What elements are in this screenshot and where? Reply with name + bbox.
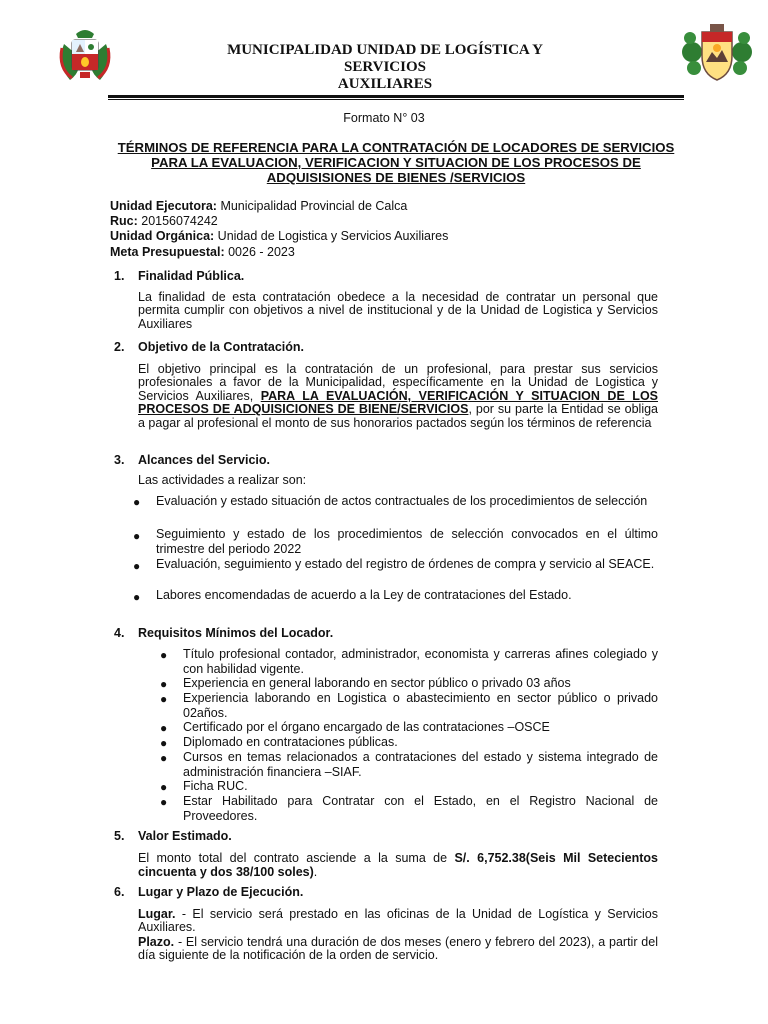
bullet-icon: ●	[133, 559, 141, 573]
header-title-line1: MUNICIPALIDAD UNIDAD DE LOGÍSTICA Y SERVICIOS	[227, 42, 543, 75]
bullet-icon: ●	[160, 721, 168, 735]
ruc-row	[110, 214, 448, 229]
section-3-item: Labores encomendadas de acuerdo a la Ley de contrataciones del Estado.	[156, 588, 572, 602]
section-3-intro: Las actividades a realizar son:	[138, 473, 307, 487]
section-4-item: Experiencia en general laborando en sector público o privado 03 años	[183, 676, 571, 690]
document-title: TÉRMINOS DE REFERENCIA PARA LA CONTRATACIÓN DE LOCADORES DE SERVICIOS PARA LA EVALUACION, VERIFICACION Y SITUACION DE LOS PROCESOS DE ADQUISISIONES DE BIENES /SERVICIOS	[117, 140, 675, 185]
lugar-text: - El servicio será prestado en las oficinas de la Unidad de Logística y Servicios Auxiliares.	[138, 907, 658, 935]
plazo-text: - El servicio tendrá una duración de dos meses (enero y febrero del 2023), a partir del día siguiente de la notificación de la orden de servicio.	[138, 935, 658, 963]
section-4-item: Estar Habilitado para Contratar con el Estado, en el Registro Nacional de Proveedores.	[183, 794, 658, 823]
bullet-icon: ●	[133, 590, 141, 604]
format-number: Formato N° 03	[343, 111, 425, 125]
meta-presupuestal-label: Meta Presupuestal:	[110, 244, 225, 259]
lugar-label: Lugar.	[138, 907, 176, 921]
section-6-number: 6.	[114, 885, 125, 899]
bullet-icon: ●	[160, 795, 168, 809]
bullet-icon: ●	[160, 780, 168, 794]
peru-coat-of-arms-logo	[54, 24, 116, 84]
section-4-item: Certificado por el órgano encargado de las contrataciones –OSCE	[183, 720, 550, 734]
section-3-item: Seguimiento y estado de los procedimientos de selección convocados en el último trimestre del periodo 2022	[156, 527, 658, 556]
meta-presupuestal-value: 0026 - 2023	[224, 244, 295, 259]
section-4-item: Experiencia laborando en Logistica o abastecimiento en sector público o privado 02años.	[183, 691, 658, 720]
unidad-ejecutora-label: Unidad Ejecutora:	[110, 199, 217, 213]
header-rule-thin	[108, 99, 684, 100]
section-3-item: Evaluación, seguimiento y estado del registro de órdenes de compra y servicio al SEACE.	[156, 557, 655, 571]
section-1-number: 1.	[114, 269, 125, 283]
section-5-text-c: .	[313, 865, 318, 879]
info-block	[110, 199, 448, 260]
section-5-text	[138, 851, 658, 879]
unidad-organica-label: Unidad Orgánica:	[110, 229, 215, 244]
section-4-number: 4.	[114, 626, 125, 640]
section-1-title: Finalidad Pública.	[138, 269, 245, 283]
section-2-text	[138, 363, 658, 430]
bullet-icon: ●	[160, 648, 168, 662]
section-3-item: Evaluación y estado situación de actos contractuales de los procedimientos de selección	[156, 494, 648, 508]
section-5-number: 5.	[114, 829, 125, 843]
meta-presupuestal-row	[110, 245, 448, 260]
bullet-icon: ●	[160, 751, 168, 765]
unidad-organica-value: Unidad de Logistica y Servicios Auxiliares	[214, 229, 449, 244]
plazo-label: Plazo.	[138, 935, 175, 949]
bullet-icon: ●	[160, 736, 168, 750]
section-4-item: Cursos en temas relacionados a contrataciones del estado y sistema integrado de administración financiera –SIAF.	[183, 750, 658, 779]
header-title	[200, 42, 570, 93]
section-5-text-a: El monto total del contrato asciende a la suma de	[138, 851, 455, 865]
section-4-item: Título profesional contador, administrador, economista y carreras afines colegiado y con habilidad vigente.	[183, 647, 658, 676]
unidad-organica-row	[110, 229, 448, 244]
section-2-text-c: , por su parte la Entidad se obliga a pagar al profesional el monto de sus honorarios pactados según los términos de referencia	[138, 402, 659, 430]
ruc-value: 20156074242	[137, 214, 218, 229]
header-title-line2: AUXILIARES	[337, 76, 433, 92]
section-3-title: Alcances del Servicio.	[138, 453, 271, 467]
bullet-icon: ●	[133, 529, 141, 543]
bullet-icon: ●	[133, 495, 141, 509]
section-2-number: 2.	[114, 340, 125, 354]
section-2-text-a: El objetivo principal es la contratación de un profesional, para prestar sus servicios profesionales a favor de la Municipalidad, específicamente en la Unidad de Logistica y Servicios Auxiliares,	[138, 362, 658, 403]
bullet-icon: ●	[160, 677, 168, 691]
section-5-title: Valor Estimado.	[138, 829, 232, 843]
municipal-shield-logo	[680, 22, 754, 84]
bullet-icon: ●	[160, 692, 168, 706]
unidad-ejecutora-value: Municipalidad Provincial de Calca	[216, 199, 408, 213]
section-2-title: Objetivo de la Contratación.	[138, 340, 304, 354]
section-4-item: Ficha RUC.	[183, 779, 248, 793]
section-6-plazo	[138, 936, 658, 963]
unidad-ejecutora-row	[110, 199, 448, 214]
header-rule-thick	[108, 95, 684, 98]
section-6-lugar	[138, 908, 658, 935]
section-4-title: Requisitos Mínimos del Locador.	[138, 626, 334, 640]
section-3-number: 3.	[114, 453, 125, 467]
section-5-amount: S/. 6,752.38(Seis Mil Setecientos cincuenta y dos 38/100 soles)	[138, 851, 658, 879]
ruc-label: Ruc:	[110, 214, 138, 229]
section-6-title: Lugar y Plazo de Ejecución.	[138, 885, 304, 899]
section-2-text-highlight: PARA LA EVALUACIÓN, VERIFICACIÓN Y SITUACION DE LOS PROCESOS DE ADQUISICIONES DE BIENE/SERVICIOS	[138, 388, 659, 417]
section-4-item: Diplomado en contrataciones públicas.	[183, 735, 398, 749]
section-1-text: La finalidad de esta contratación obedece a la necesidad de contratar un personal que permita cumplir con objetivos a nivel de institucional y de la Unidad de Logistica y Servicios Auxiliares	[138, 290, 658, 331]
